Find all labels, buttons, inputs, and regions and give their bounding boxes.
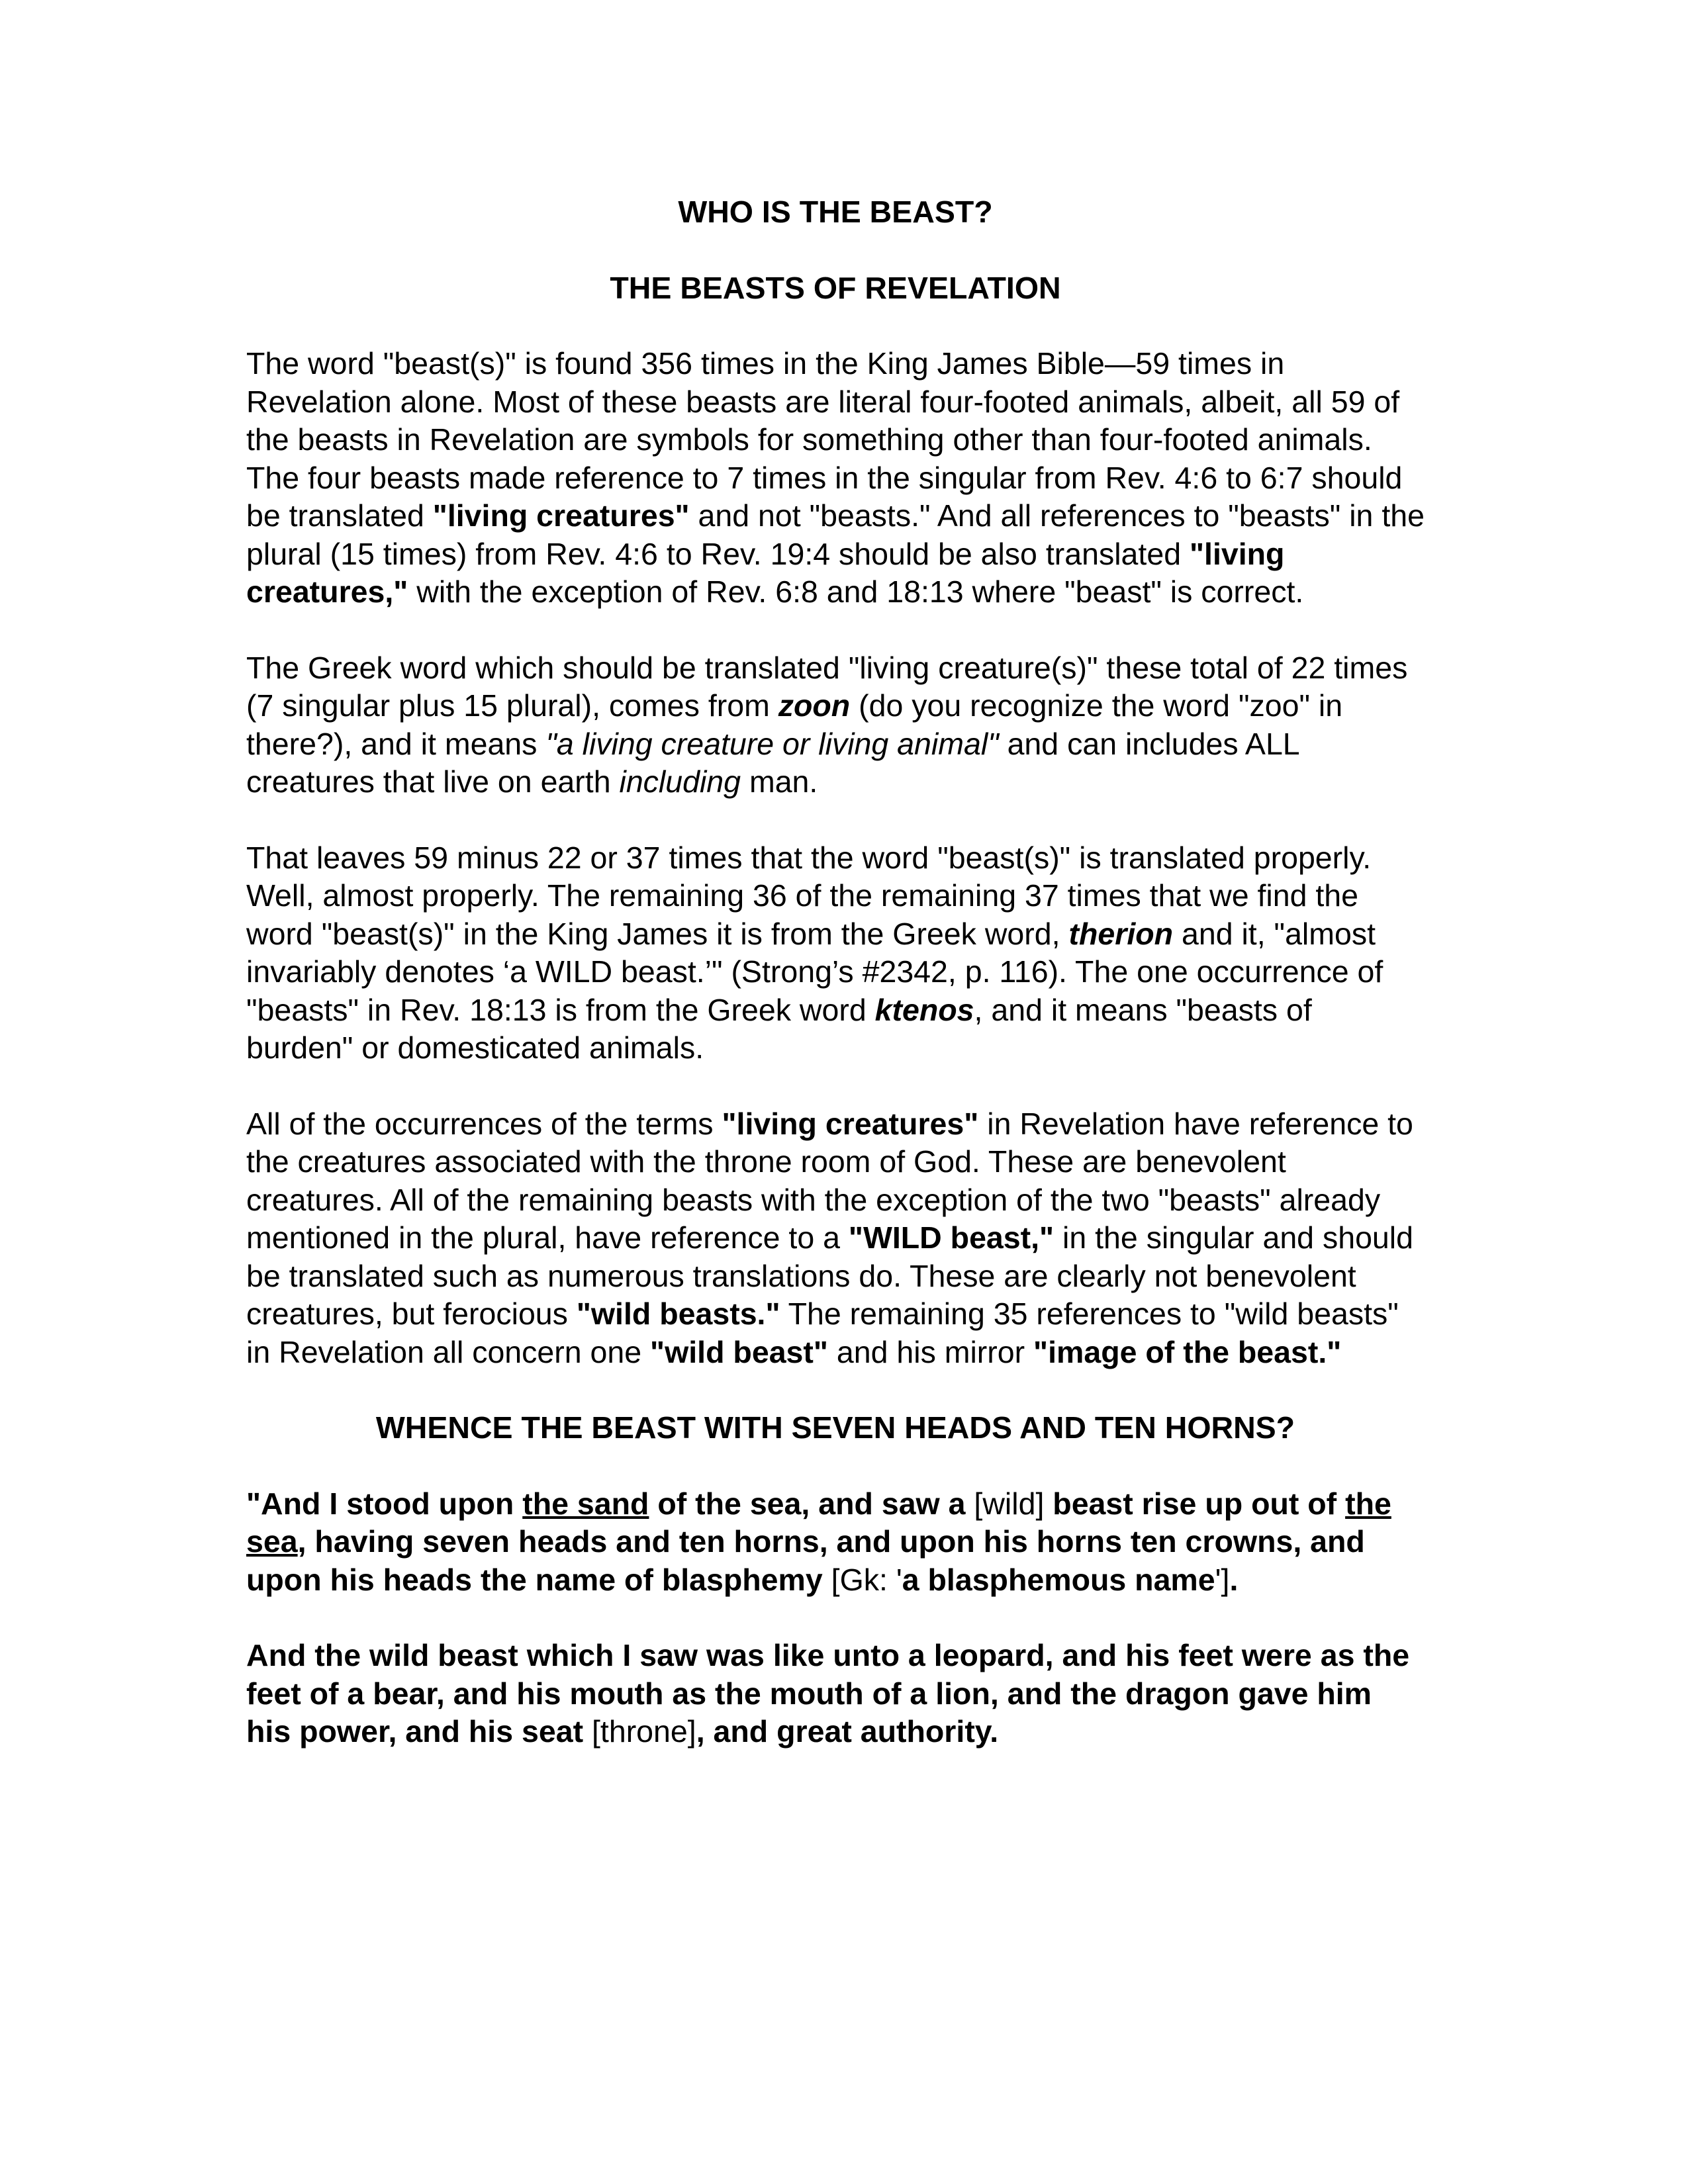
q1-bold-2: of the sea, and saw a (649, 1486, 974, 1521)
p3-text-2: and it, "almost invariably denotes ‘a WILD beast.’" (Strong’s #2342, p. 116). The one occurrence of "beasts" in Rev. 18:13 is from the Greek word (246, 916, 1383, 1027)
paragraph-3 (246, 839, 1425, 1068)
p1-text-2: and not "beasts." And all references to "beasts" in the plural (15 times) from Rev. 4:6 to Rev. 19:4 should be also translated (246, 498, 1425, 571)
q1-underline-1: the sand (522, 1486, 649, 1521)
p4-bold-1: "living creatures" (722, 1106, 979, 1141)
paragraph-4 (246, 1105, 1425, 1372)
q2-bold-1: And the wild beast which I saw was like unto a leopard, and his feet were as the feet of a bear, and his mouth as the mouth of a lion, and the dragon gave him his power, and his seat (246, 1638, 1410, 1749)
p4-text-1: All of the occurrences of the terms (246, 1106, 722, 1141)
p2-italic-1: "a living creature or living animal" (545, 726, 999, 761)
q1-underline-2: the sea (246, 1486, 1391, 1559)
p4-text-4: The remaining 35 references to "wild beasts" in Revelation all concern one (246, 1297, 1399, 1369)
p1-bold-2: "living creatures," (246, 536, 1285, 609)
p4-bold-3: "wild beasts." (576, 1297, 780, 1331)
p4-text-3: in the singular and should be translated such as numerous translations do. These are clearly not benevolent creatures, but ferocious (246, 1220, 1413, 1331)
p3-term-therion: therion (1068, 916, 1174, 951)
quote-1 (246, 1485, 1425, 1600)
page-subtitle: THE BEASTS OF REVELATION (610, 270, 1061, 305)
q1-bracket-2: [Gk: ' (831, 1562, 902, 1597)
p1-text-1: The word "beast(s)" is found 356 times in the King James Bible—59 times in Revelation alone. Most of these beasts are literal four-footed animals, albeit, all 59 of the beasts in Revelation are symbols for something other than four-footed animals. The four beasts made reference to 7 times in the singular from Rev. 4:6 to 6:7 should be translated (246, 346, 1403, 533)
p2-text-1: The Greek word which should be translated "living creature(s)" these total of 22 times (7 singular plus 15 plural), comes from (246, 650, 1408, 723)
quote-2 (246, 1637, 1425, 1751)
p4-bold-5: "image of the beast." (1033, 1334, 1342, 1369)
page-title: WHO IS THE BEAST? (678, 195, 993, 229)
p3-text-1: That leaves 59 minus 22 or 37 times that the word "beast(s)" is translated properly. Well, almost properly. The remaining 36 of the remaining 37 times that we find the word "beast(s)" in the King James it is from the Greek word, (246, 840, 1372, 951)
paragraph-2 (246, 649, 1425, 801)
q2-bold-2: , and great authority. (696, 1714, 999, 1749)
p2-text-3: and can includes ALL creatures that live on earth (246, 726, 1299, 799)
q1-bold-1: "And I stood upon (246, 1486, 523, 1521)
p4-text-5: and his mirror (827, 1334, 1034, 1369)
section-heading: WHENCE THE BEAST WITH SEVEN HEADS AND TEN HORNS? (375, 1410, 1295, 1445)
q1-bold-6: . (1229, 1562, 1239, 1597)
q1-bold-4: , having seven heads and ten horns, and upon his horns ten crowns, and upon his heads the name of blasphemy (246, 1524, 1365, 1597)
p1-bold-1: "living creatures" (432, 498, 690, 533)
paragraph-1 (246, 345, 1425, 612)
p3-text-3: , and it means "beasts of burden" or domesticated animals. (246, 992, 1312, 1065)
p2-italic-2: including (619, 764, 741, 799)
document-body (246, 193, 1425, 1789)
p4-bold-2: "WILD beast," (848, 1220, 1055, 1255)
p2-text-2: (do you recognize the word "zoo" in there?), and it means (246, 688, 1343, 761)
p2-term-zoon: zoon (778, 688, 851, 723)
p4-bold-4: "wild beast" (650, 1334, 828, 1369)
p2-text-4: man. (741, 764, 818, 799)
p4-text-2: in Revelation have reference to the creatures associated with the throne room of God. These are benevolent creatures. All of the remaining beasts with the exception of the two "beasts" already mentioned in the plural, have reference to a (246, 1106, 1413, 1255)
q2-bracket-1: [throne] (592, 1714, 696, 1749)
q1-bracket-1: [wild] (974, 1486, 1045, 1521)
q1-bold-5: a blasphemous name (902, 1562, 1215, 1597)
p1-text-3: with the exception of Rev. 6:8 and 18:13 where "beast" is correct. (408, 574, 1304, 609)
q1-bold-3: beast rise up out of (1044, 1486, 1346, 1521)
p3-term-ktenos: ktenos (874, 992, 974, 1027)
q1-bracket-3: '] (1215, 1562, 1230, 1597)
